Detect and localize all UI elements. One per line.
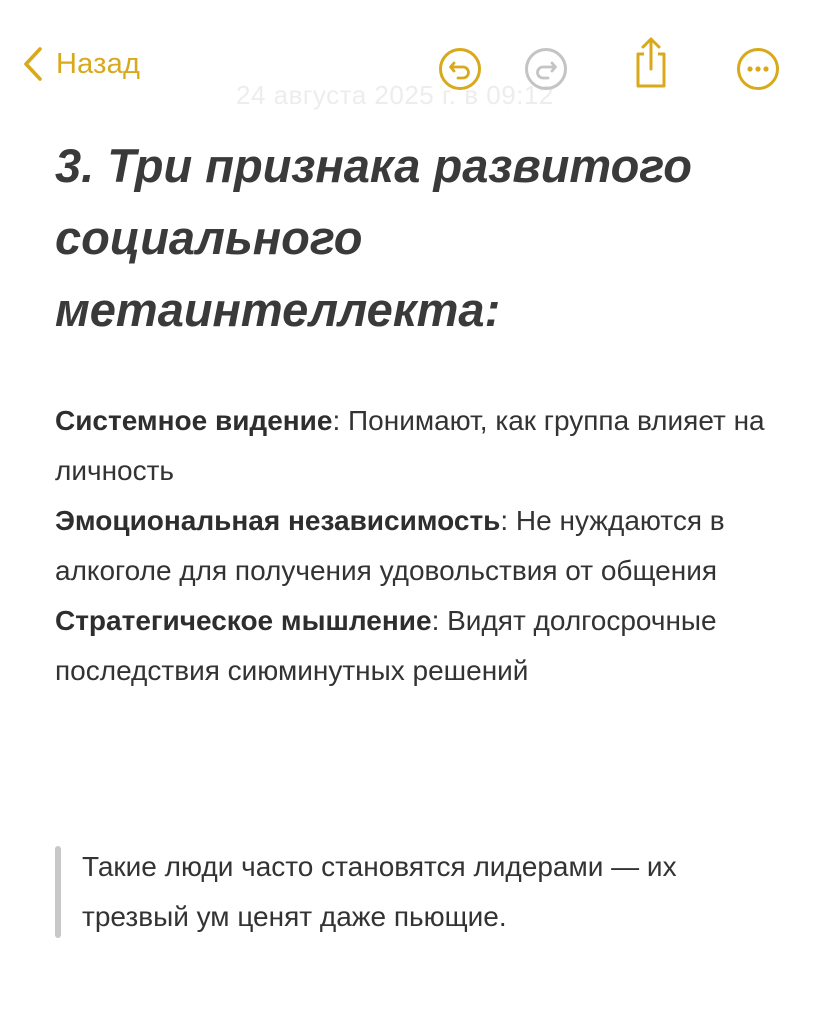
undo-button[interactable] bbox=[437, 46, 483, 92]
term-strategic-thinking: Стратегическое мышление bbox=[55, 605, 432, 636]
note-date: 24 августа 2025 г. в 09:12 bbox=[236, 80, 554, 110]
note-paragraph bbox=[55, 496, 765, 596]
term-systemic-vision: Системное видение bbox=[55, 405, 333, 436]
block-quote bbox=[55, 842, 765, 938]
redo-icon bbox=[524, 47, 568, 91]
term-separator: : bbox=[332, 405, 341, 436]
note-body bbox=[55, 396, 765, 696]
term-separator: : bbox=[431, 605, 440, 636]
back-button[interactable] bbox=[22, 46, 140, 82]
quote-text: Такие люди часто становятся лидерами — их трезвый ум ценят даже пьющие. bbox=[82, 851, 677, 932]
chevron-left-icon bbox=[22, 46, 44, 82]
share-icon bbox=[630, 36, 672, 90]
back-button-label: Назад bbox=[56, 47, 141, 80]
share-button[interactable] bbox=[628, 40, 674, 86]
definition-systemic-vision: Понимают, как группа влияет на личность bbox=[55, 405, 765, 486]
term-emotional-independence: Эмоциональная независимость bbox=[55, 505, 501, 536]
definition-emotional-independence: Не нуждаются в алкоголе для получения удовольствия от общения bbox=[55, 505, 725, 586]
navigation-bar bbox=[0, 0, 821, 120]
definition-strategic-thinking: Видят долгосрочные последствия сиюминутных решений bbox=[55, 605, 717, 686]
more-icon bbox=[736, 47, 780, 91]
more-button[interactable] bbox=[735, 46, 781, 92]
redo-button[interactable] bbox=[523, 46, 569, 92]
undo-icon bbox=[438, 47, 482, 91]
note-paragraph bbox=[55, 596, 765, 696]
note-title: 3. Три признака развитого социального метаинтеллекта: bbox=[55, 139, 692, 336]
note-paragraph bbox=[55, 396, 765, 496]
quote-bar bbox=[55, 846, 61, 938]
term-separator: : bbox=[500, 505, 509, 536]
